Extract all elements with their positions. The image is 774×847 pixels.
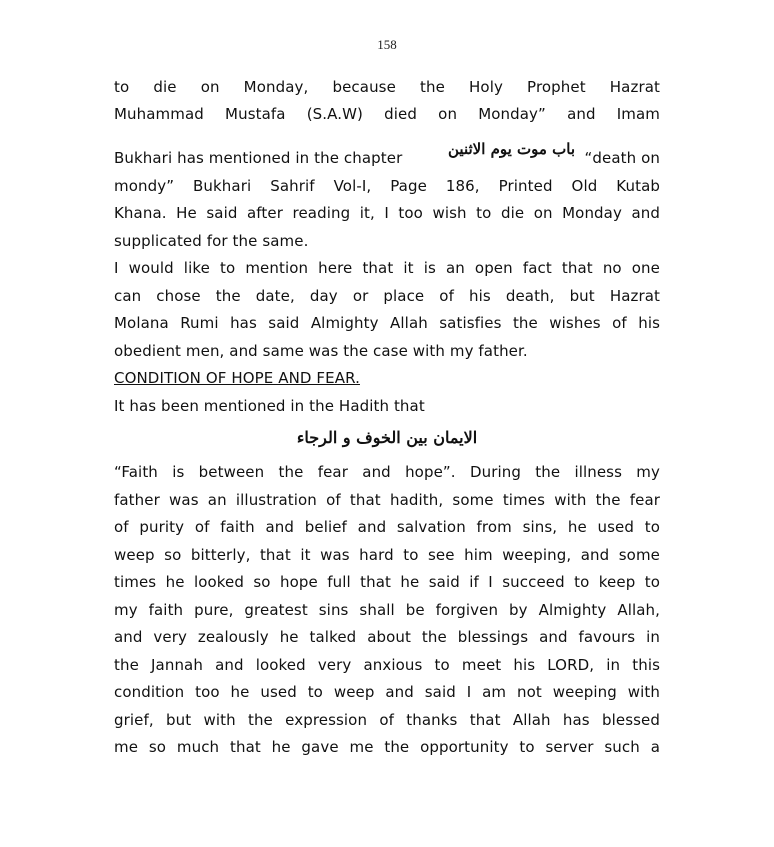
text-line-3-end: “death on xyxy=(584,149,660,167)
text-line-3: Bukhari has mentioned in the chapter xyxy=(114,149,403,167)
text-line-6: supplicated for the same. xyxy=(114,232,309,250)
text-line-10: obedient men, and same was the case with my father. xyxy=(114,342,528,360)
text-line-23: me so much that he gave me the opportunity to server such a xyxy=(114,738,660,756)
arabic-hadith: الايمان بين الخوف و الرجاء xyxy=(296,428,478,447)
text-line-17: times he looked so hope full that he said if I succeed to keep to xyxy=(114,573,660,591)
text-line-12: It has been mentioned in the Hadith that xyxy=(114,397,425,415)
text-line-8: can chose the date, day or place of his death, but Hazrat xyxy=(114,287,660,305)
text-line-15: of purity of faith and belief and salvation from sins, he used to xyxy=(114,518,660,536)
text-line-19: and very zealously he talked about the blessings and favours in xyxy=(114,628,660,646)
text-line-7: I would like to mention here that it is an open fact that no one xyxy=(114,259,660,277)
text-line-1: to die on Monday, because the Holy Prophet Hazrat xyxy=(114,78,660,96)
text-line-5: Khana. He said after reading it, I too wish to die on Monday and xyxy=(114,204,660,222)
text-line-9: Molana Rumi has said Almighty Allah satisfies the wishes of his xyxy=(114,314,660,332)
page-number: 158 xyxy=(377,37,397,52)
text-line-21: condition too he used to weep and said I am not weeping with xyxy=(114,683,660,701)
text-line-22: grief, but with the expression of thanks that Allah has blessed xyxy=(114,711,660,729)
text-line-2: Muhammad Mustafa (S.A.W) died on Monday” and Imam xyxy=(114,105,660,123)
text-line-13: “Faith is between the fear and hope”. During the illness my xyxy=(114,463,660,481)
section-heading: CONDITION OF HOPE AND FEAR. xyxy=(114,369,360,387)
text-line-4: mondy” Bukhari Sahrif Vol-I, Page 186, Printed Old Kutab xyxy=(114,177,660,195)
arabic-chapter-title: باب موت يوم الاثنين xyxy=(448,140,576,158)
text-line-14: father was an illustration of that hadith, some times with the fear xyxy=(114,491,660,509)
text-line-18: my faith pure, greatest sins shall be forgiven by Almighty Allah, xyxy=(114,601,660,619)
text-line-16: weep so bitterly, that it was hard to see him weeping, and some xyxy=(114,546,660,564)
text-line-20: the Jannah and looked very anxious to meet his LORD, in this xyxy=(114,656,660,674)
